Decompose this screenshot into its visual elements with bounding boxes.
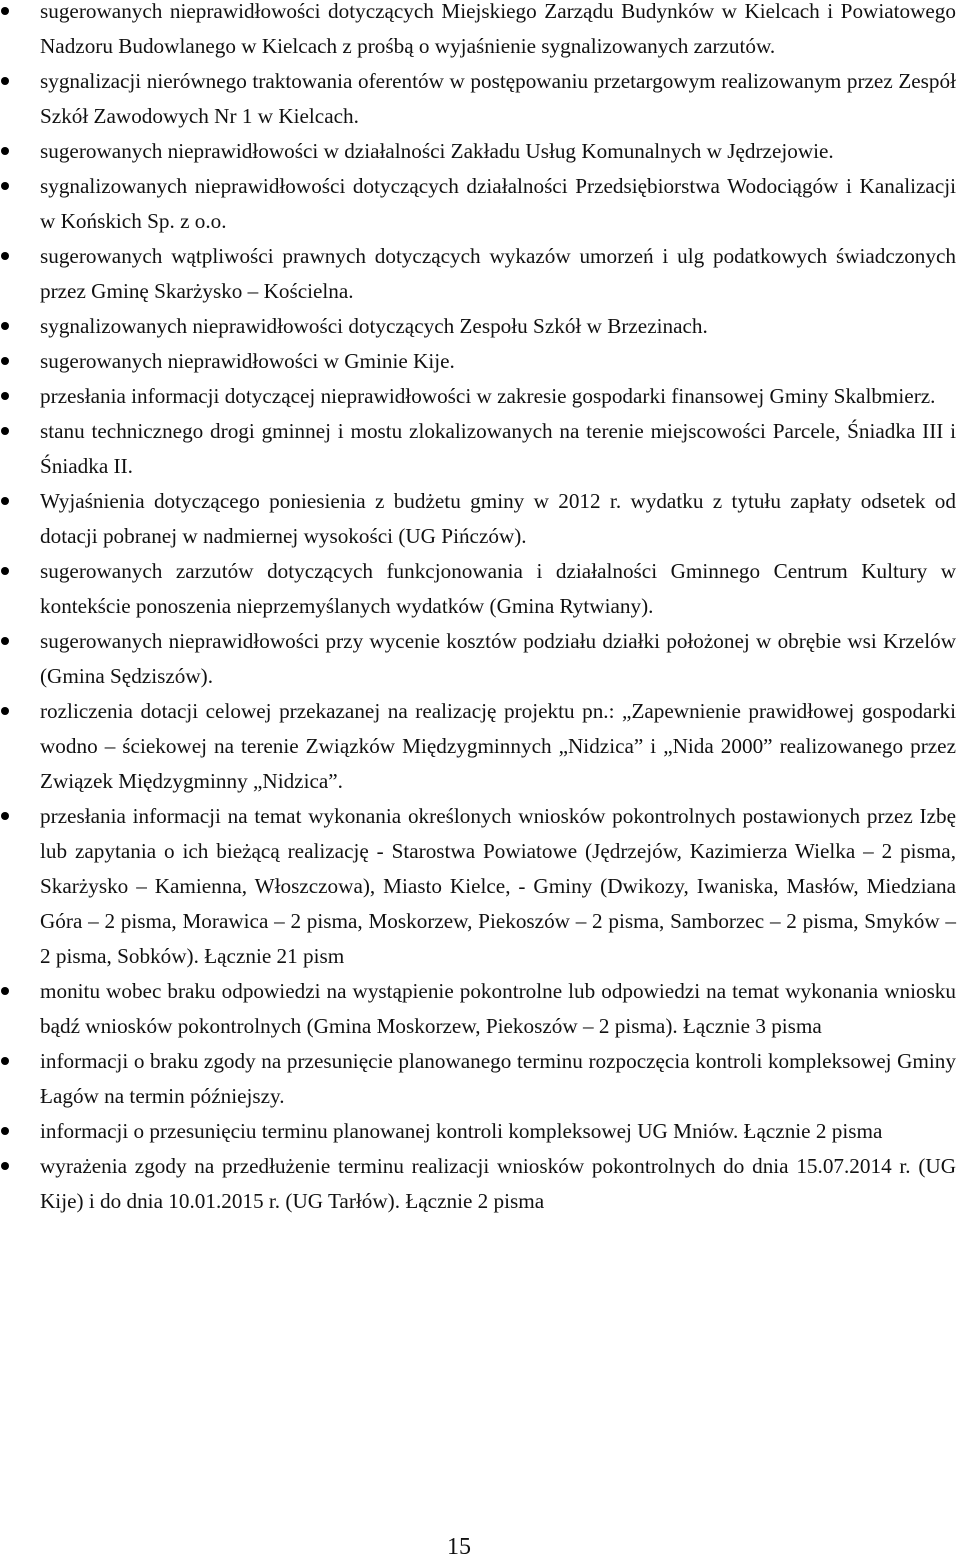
list-item-text: monitu wobec braku odpowiedzi na wystąpienie pokontrolne lub odpowiedzi na temat wykonania wniosku bądź wniosków pokontrolnych (Gmina Moskorzew, Piekoszów – 2 pisma). Łącznie 3 pisma [40,979,956,1038]
list-item [0,799,960,974]
list-item-text: sugerowanych zarzutów dotyczących funkcjonowania i działalności Gminnego Centrum Kultury w kontekście ponoszenia nieprzemyślanych wydatków (Gmina Rytwiany). [40,559,956,618]
bullet-dot-icon [1,637,9,645]
list-item [0,344,960,379]
bullet-dot-icon [1,427,9,435]
list-item-text: sugerowanych nieprawidłowości w Gminie Kije. [40,349,455,373]
list-item-text: sugerowanych nieprawidłowości przy wycenie kosztów podziału działki położonej w obrębie wsi Krzelów (Gmina Sędziszów). [40,629,956,688]
list-item-text: sugerowanych nieprawidłowości w działalności Zakładu Usług Komunalnych w Jędrzejowie. [40,139,834,163]
list-item [0,169,960,239]
bullet-dot-icon [1,392,9,400]
list-item-text: Wyjaśnienia dotyczącego poniesienia z budżetu gminy w 2012 r. wydatku z tytułu zapłaty odsetek od dotacji pobranej w nadmiernej wysokości (UG Pińczów). [40,489,956,548]
bullet-dot-icon [1,77,9,85]
list-item-text: stanu technicznego drogi gminnej i mostu zlokalizowanych na terenie miejscowości Parcele, Śniadka III i Śniadka II. [40,419,956,478]
bullet-dot-icon [1,182,9,190]
list-item [0,1114,960,1149]
bullet-dot-icon [1,567,9,575]
list-item-text: sygnalizowanych nieprawidłowości dotyczących działalności Przedsiębiorstwa Wodociągów i Kanalizacji w Końskich Sp. z o.o. [40,174,956,233]
list-item [0,379,960,414]
list-item [0,974,960,1044]
bullet-dot-icon [1,1127,9,1135]
list-item [0,64,960,134]
list-item-text: sygnalizowanych nieprawidłowości dotyczących Zespołu Szkół w Brzezinach. [40,314,708,338]
list-item [0,694,960,799]
bullet-dot-icon [1,497,9,505]
bullet-dot-icon [1,987,9,995]
bullet-dot-icon [1,707,9,715]
list-item-text: rozliczenia dotacji celowej przekazanej na realizację projektu pn.: „Zapewnienie prawidłowej gospodarki wodno – ściekowej na terenie Związków Międzygminnych „Nidzica” i „Nida 2000” realizowanego przez Związek Międzygminny „Nidzica”. [40,699,956,793]
bullet-dot-icon [1,7,9,15]
list-item-text: informacji o braku zgody na przesunięcie planowanego terminu rozpoczęcia kontroli kompleksowej Gminy Łagów na termin późniejszy. [40,1049,956,1108]
list-item-text: wyrażenia zgody na przedłużenie terminu realizacji wniosków pokontrolnych do dnia 15.07.2014 r. (UG Kije) i do dnia 10.01.2015 r. (UG Tarłów). Łącznie 2 pisma [40,1154,956,1213]
list-item [0,554,960,624]
bullet-dot-icon [1,1162,9,1170]
list-item [0,624,960,694]
list-item [0,309,960,344]
list-item-text: przesłania informacji na temat wykonania określonych wniosków pokontrolnych postawionych przez Izbę lub zapytania o ich bieżącą realizację - Starostwa Powiatowe (Jędrzejów, Kazimierza Wielka – 2 pisma, Skarżysko – Kamienna, Włoszczowa), Miasto Kielce, - Gminy (Dwikozy, Iwaniska, Masłów, Miedziana Góra – 2 pisma, Morawica – 2 pisma, Moskorzew, Piekoszów – 2 pisma, Samborzec – 2 pisma, Smyków – 2 pisma, Sobków). Łącznie 21 pism [40,804,956,968]
list-item [0,414,960,484]
list-item-text: sugerowanych wątpliwości prawnych dotyczących wykazów umorzeń i ulg podatkowych świadczonych przez Gminę Skarżysko – Kościelna. [40,244,956,303]
list-item-text: sygnalizacji nierównego traktowania oferentów w postępowaniu przetargowym realizowanym przez Zespół Szkół Zawodowych Nr 1 w Kielcach. [40,69,956,128]
list-item-text: sugerowanych nieprawidłowości dotyczących Miejskiego Zarządu Budynków w Kielcach i Powiatowego Nadzoru Budowlanego w Kielcach z prośbą o wyjaśnienie sygnalizowanych zarzutów. [40,0,956,58]
list-item [0,1149,960,1219]
bullet-dot-icon [1,252,9,260]
bullet-dot-icon [1,812,9,820]
bullet-dot-icon [1,357,9,365]
list-item [0,239,960,309]
list-item-text: informacji o przesunięciu terminu planowanej kontroli kompleksowej UG Mniów. Łącznie 2 pisma [40,1119,883,1143]
list-item [0,484,960,554]
list-item [0,1044,960,1114]
bullet-dot-icon [1,322,9,330]
bullet-dot-icon [1,147,9,155]
page-number: 15 [447,1534,471,1560]
list-item-text: przesłania informacji dotyczącej nieprawidłowości w zakresie gospodarki finansowej Gminy Skalbmierz. [40,384,936,408]
list-item [0,0,960,64]
list-item [0,134,960,169]
bullet-dot-icon [1,1057,9,1065]
